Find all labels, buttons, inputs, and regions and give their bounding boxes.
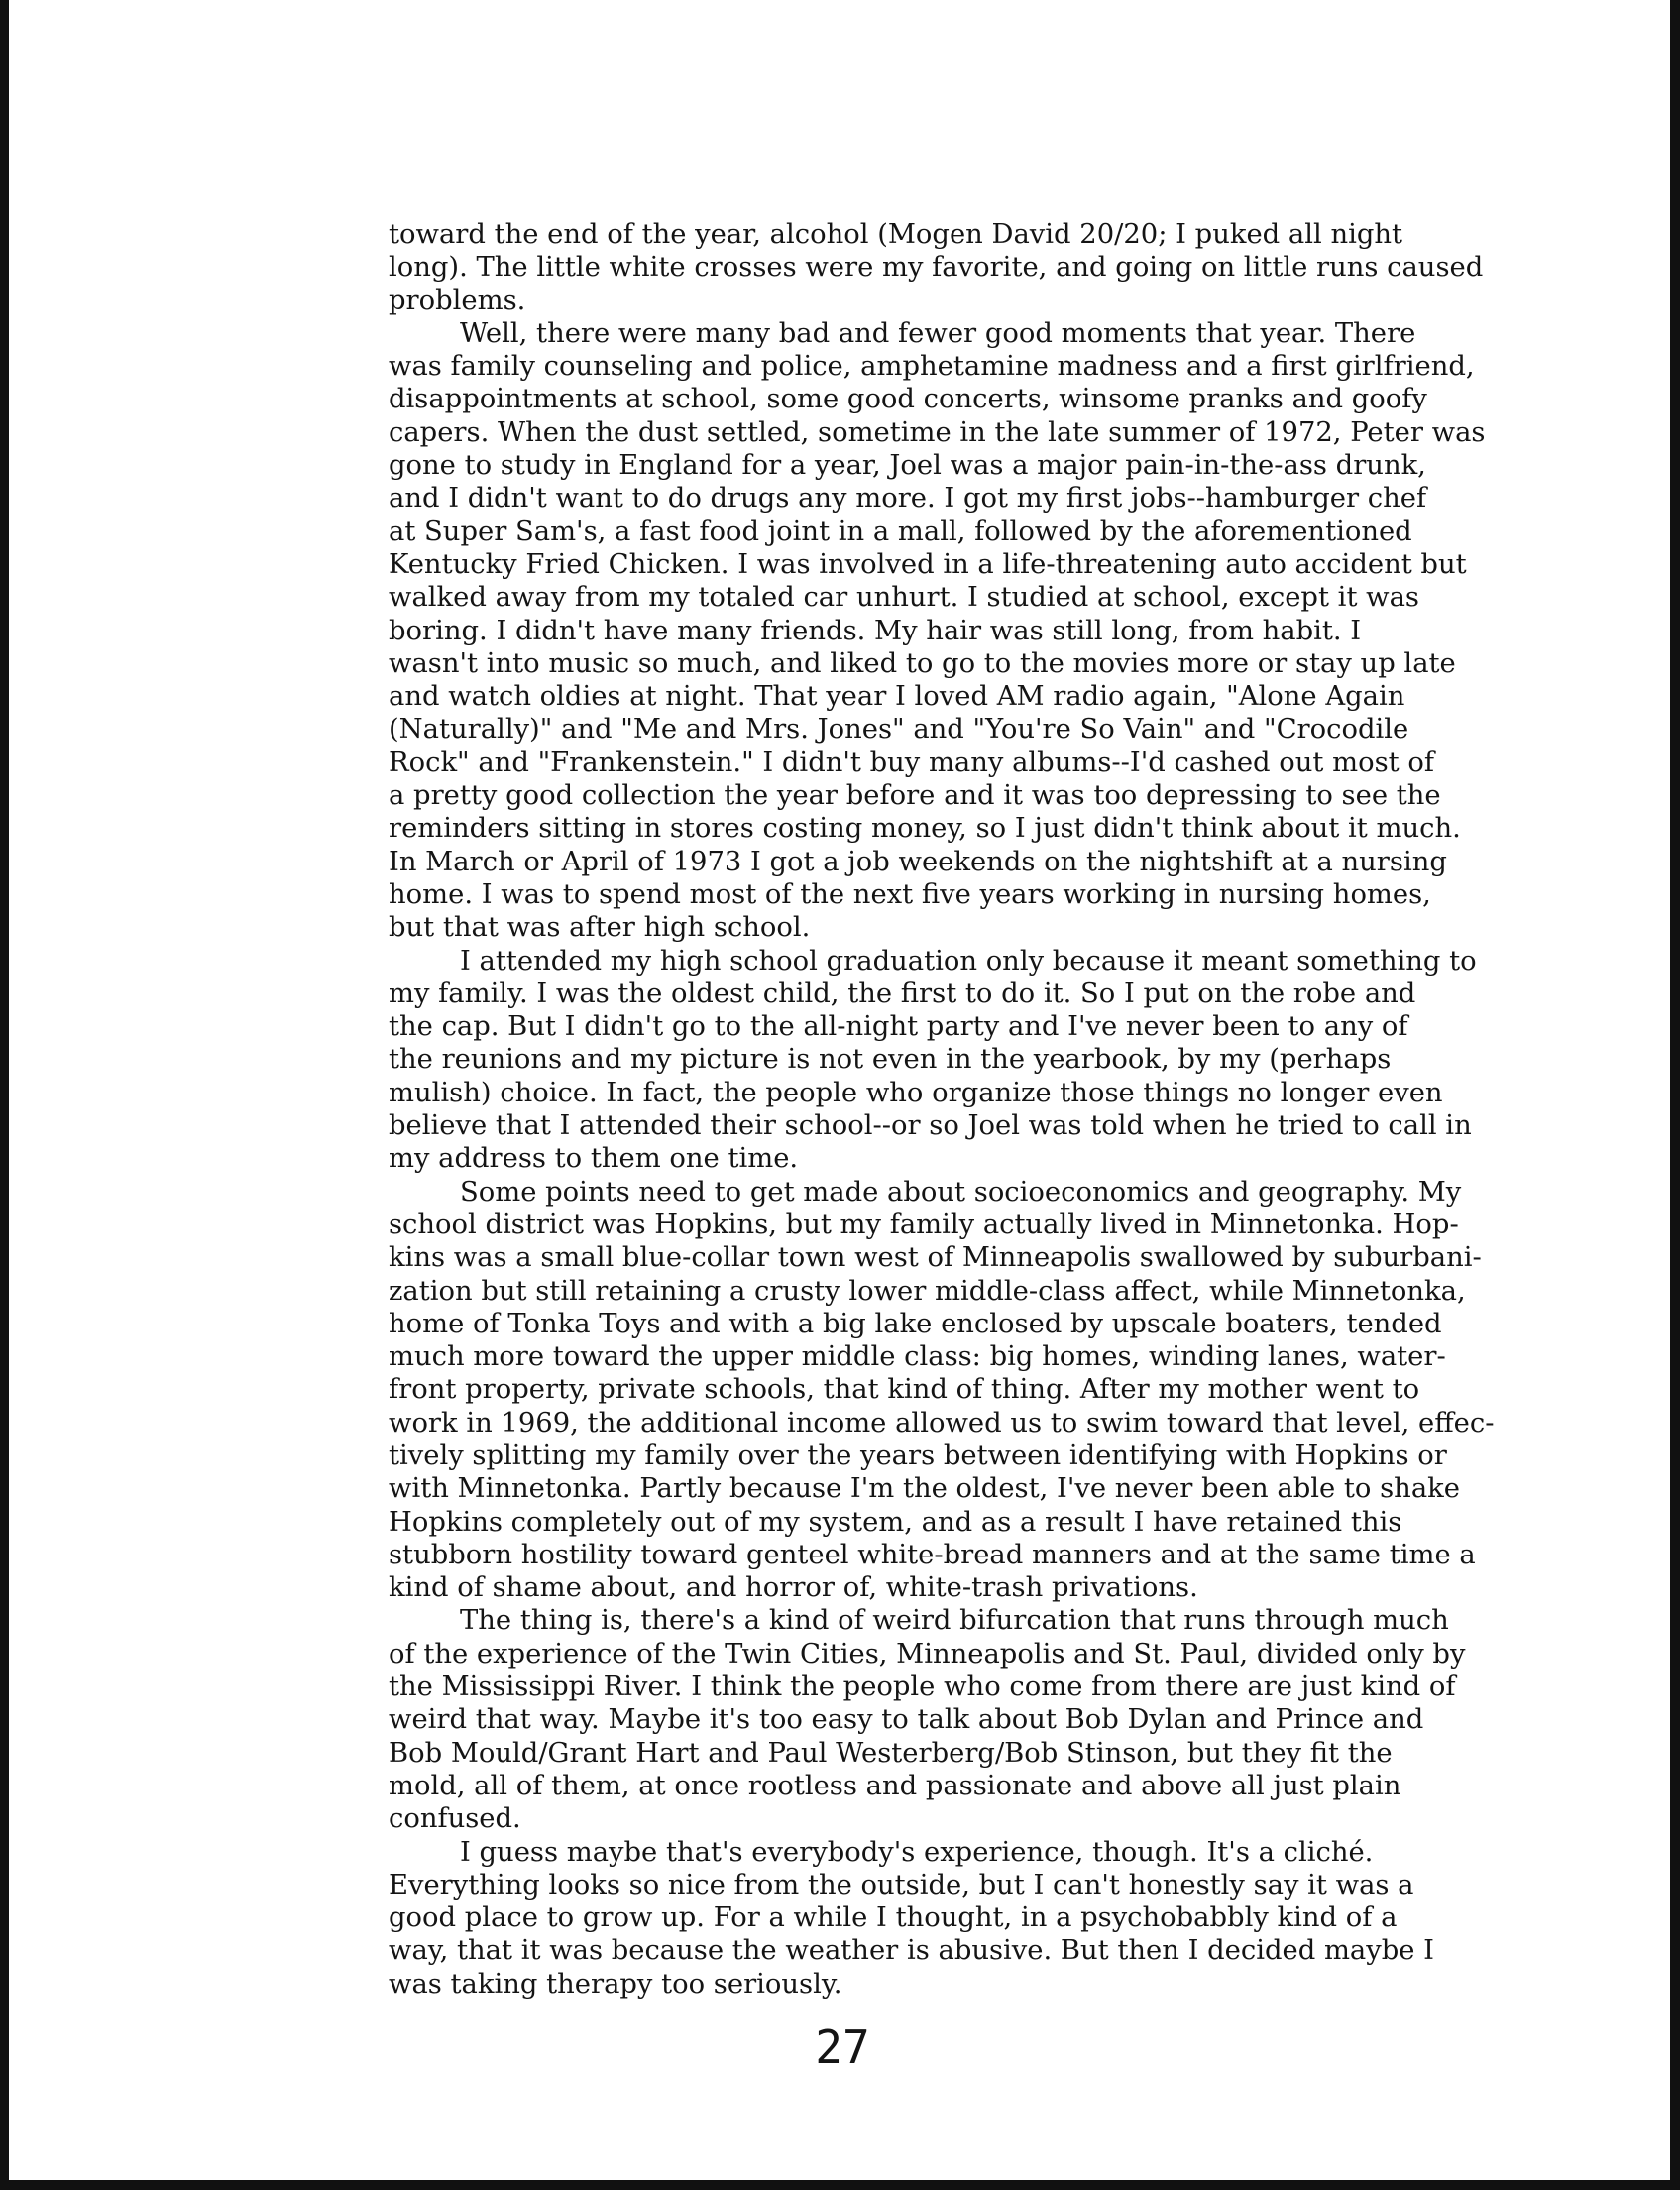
text-line: work in 1969, the additional income allowed us to swim toward that level, effec- [389, 1407, 1495, 1439]
text-line: capers. When the dust settled, sometime in the late summer of 1972, Peter was [389, 416, 1486, 448]
text-line: Some points need to get made about socioeconomics and geography. My [460, 1176, 1462, 1208]
text-line: good place to grow up. For a while I thought, in a psychobabbly kind of a [389, 1902, 1398, 1934]
text-line: Kentucky Fried Chicken. I was involved in a life-threatening auto accident but [389, 548, 1467, 580]
page-number: 27 [815, 2020, 870, 2074]
text-line: I guess maybe that's everybody's experience, though. It's a cliché. [460, 1836, 1374, 1868]
text-line: kins was a small blue-collar town west of Minneapolis swallowed by suburbani- [389, 1242, 1482, 1274]
text-line: was family counseling and police, amphetamine madness and a first girlfriend, [389, 351, 1475, 383]
text-line: The thing is, there's a kind of weird bifurcation that runs through much [460, 1605, 1449, 1637]
text-line: with Minnetonka. Partly because I'm the oldest, I've never been able to shake [389, 1473, 1460, 1505]
text-line: walked away from my totaled car unhurt. I studied at school, except it was [389, 582, 1419, 614]
text-line: and watch oldies at night. That year I loved AM radio again, "Alone Again [389, 681, 1405, 713]
text-line: boring. I didn't have many friends. My hair was still long, from habit. I [389, 615, 1362, 646]
text-line: mulish) choice. In fact, the people who organize those things no longer even [389, 1077, 1443, 1108]
text-line: toward the end of the year, alcohol (Mogen David 20/20; I puked all night [389, 219, 1403, 250]
text-line: wasn't into music so much, and liked to go to the movies more or stay up late [389, 647, 1456, 679]
text-line: In March or April of 1973 I got a job weekends on the nightshift at a nursing [389, 846, 1447, 877]
text-line: problems. [389, 285, 526, 316]
text-line: I attended my high school graduation only because it meant something to [460, 945, 1477, 977]
text-line: a pretty good collection the year before and it was too depressing to see the [389, 780, 1441, 812]
text-line: weird that way. Maybe it's too easy to talk about Bob Dylan and Prince and [389, 1704, 1424, 1736]
text-line: my family. I was the oldest child, the first to do it. So I put on the robe and [389, 978, 1416, 1009]
text-line: disappointments at school, some good concerts, winsome pranks and goofy [389, 384, 1427, 415]
text-line: front property, private schools, that kind of thing. After my mother went to [389, 1374, 1420, 1406]
text-line: believe that I attended their school--or so Joel was told when he tried to call in [389, 1110, 1472, 1142]
text-line: zation but still retaining a crusty lower middle-class affect, while Minnetonka, [389, 1275, 1466, 1307]
text-line: mold, all of them, at once rootless and passionate and above all just plain [389, 1770, 1401, 1801]
text-line: Well, there were many bad and fewer good moments that year. There [460, 317, 1416, 349]
text-line: but that was after high school. [389, 912, 811, 944]
text-line: the cap. But I didn't go to the all-night party and I've never been to any of [389, 1011, 1408, 1043]
text-line: Bob Mould/Grant Hart and Paul Westerberg/Bob Stinson, but they fit the [389, 1737, 1393, 1769]
body-text [389, 218, 1495, 2001]
text-line: school district was Hopkins, but my family actually lived in Minnetonka. Hop- [389, 1209, 1459, 1240]
text-line: confused. [389, 1803, 521, 1835]
text-line: stubborn hostility toward genteel white-bread manners and at the same time a [389, 1539, 1476, 1570]
text-line: gone to study in England for a year, Joel was a major pain-in-the-ass drunk, [389, 450, 1426, 482]
text-line: long). The little white crosses were my favorite, and going on little runs caused [389, 252, 1484, 284]
text-line: my address to them one time. [389, 1143, 799, 1175]
scan-border-left [0, 0, 9, 2190]
text-line: home of Tonka Toys and with a big lake enclosed by upscale boaters, tended [389, 1308, 1442, 1339]
text-line: tively splitting my family over the years between identifying with Hopkins or [389, 1440, 1447, 1471]
text-line: way, that it was because the weather is abusive. But then I decided maybe I [389, 1935, 1434, 1967]
text-line: the Mississippi River. I think the people who come from there are just kind of [389, 1671, 1456, 1703]
text-line: (Naturally)" and "Me and Mrs. Jones" and "You're So Vain" and "Crocodile [389, 714, 1409, 746]
text-line: was taking therapy too seriously. [389, 1968, 842, 2000]
text-line: the reunions and my picture is not even in the yearbook, by my (perhaps [389, 1044, 1392, 1076]
text-line: reminders sitting in stores costing money, so I just didn't think about it much. [389, 813, 1461, 845]
scan-border-right [1670, 0, 1680, 2190]
text-line: Everything looks so nice from the outside, but I can't honestly say it was a [389, 1869, 1414, 1901]
text-line: home. I was to spend most of the next five years working in nursing homes, [389, 878, 1431, 910]
text-line: Hopkins completely out of my system, and as a result I have retained this [389, 1506, 1402, 1538]
text-line: and I didn't want to do drugs any more. I got my first jobs--hamburger chef [389, 483, 1427, 515]
text-line: Rock" and "Frankenstein." I didn't buy many albums--I'd cashed out most of [389, 747, 1435, 778]
text-line: much more toward the upper middle class: big homes, winding lanes, water- [389, 1341, 1446, 1373]
text-line: kind of shame about, and horror of, white-trash privations. [389, 1572, 1198, 1604]
scan-border-bottom [0, 2180, 1680, 2190]
text-line: at Super Sam's, a fast food joint in a mall, followed by the aforementioned [389, 516, 1412, 547]
text-line: of the experience of the Twin Cities, Minneapolis and St. Paul, divided only by [389, 1638, 1466, 1670]
